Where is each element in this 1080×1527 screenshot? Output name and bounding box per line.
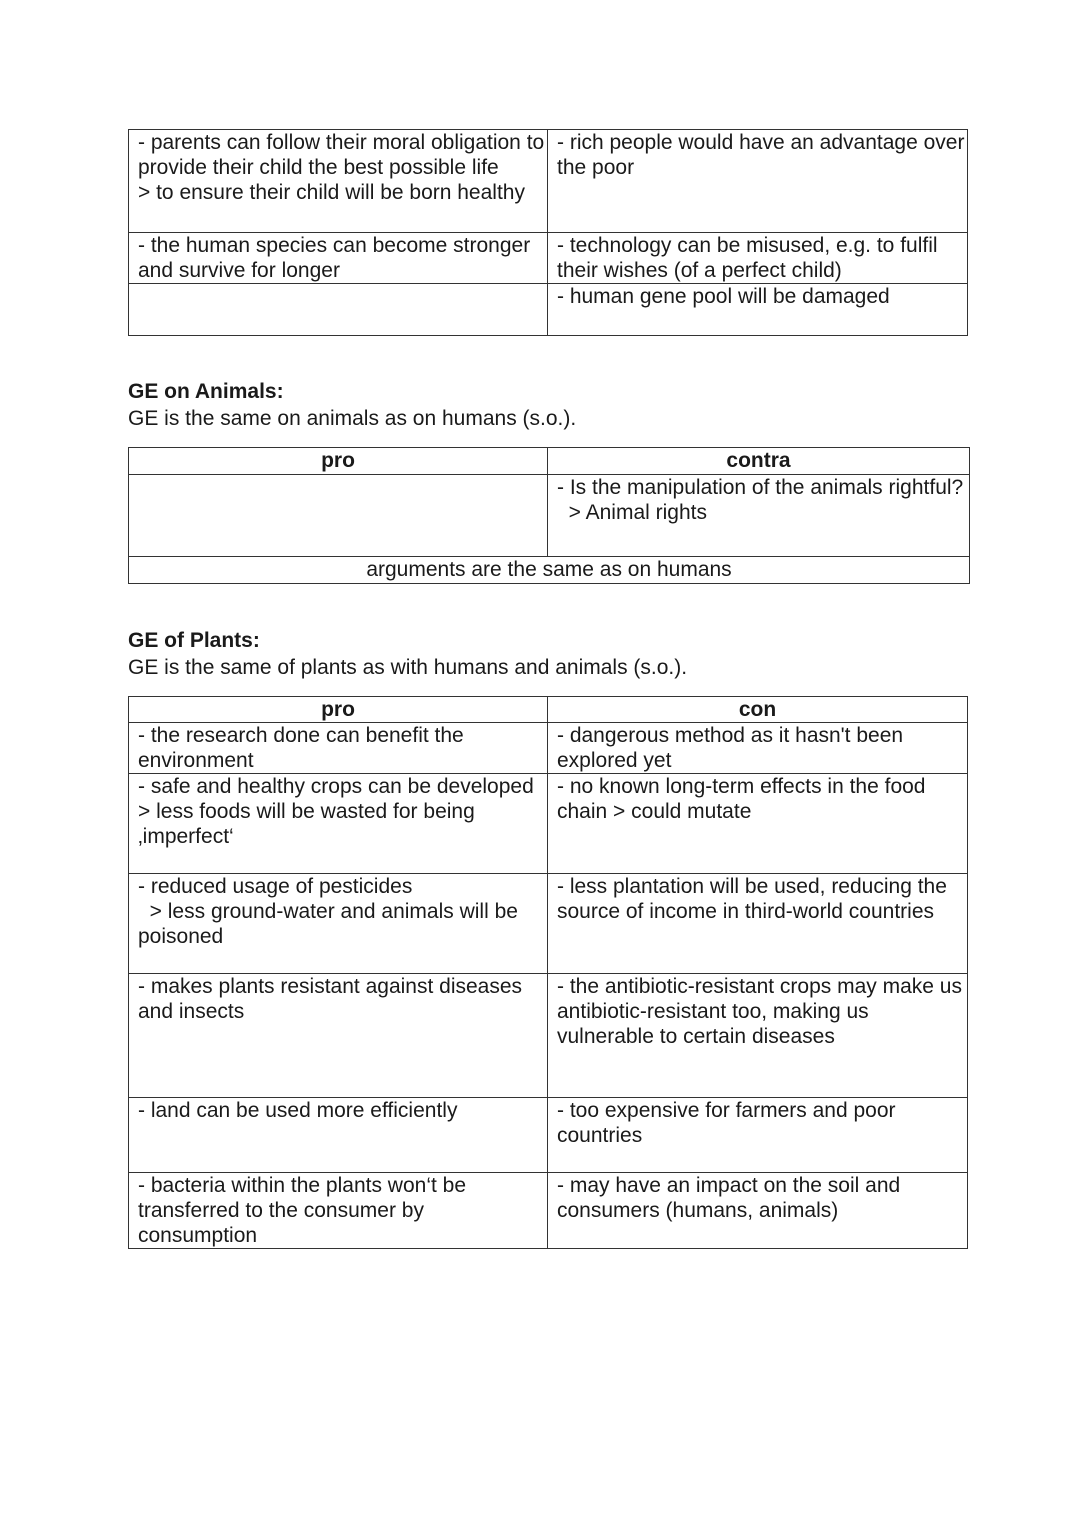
table-row (129, 130, 968, 233)
pro-cell: - makes plants resistant against diseases and insects (129, 974, 548, 1098)
table-row (129, 874, 968, 974)
table-row (129, 557, 970, 584)
plants-intro: GE is the same of plants as with humans and animals (s.o.). (128, 656, 688, 679)
con-cell: - too expensive for farmers and poor countries (548, 1098, 968, 1173)
plants-pro-con-table (128, 696, 968, 1249)
pro-cell: - bacteria within the plants won‘t be transferred to the consumer by consumption (129, 1173, 548, 1249)
contra-cell: - technology can be misused, e.g. to fulfil their wishes (of a perfect child) (548, 233, 968, 284)
table-row (129, 284, 968, 336)
animals-intro: GE is the same on animals as on humans (s.o.). (128, 407, 577, 430)
contra-cell: - Is the manipulation of the animals rightful? > Animal rights (548, 475, 970, 557)
column-header-pro: pro (129, 697, 548, 723)
con-cell: - less plantation will be used, reducing the source of income in third-world countries (548, 874, 968, 974)
pro-cell: - land can be used more efficiently (129, 1098, 548, 1173)
contra-cell: - rich people would have an advantage over the poor (548, 130, 968, 233)
table-row (129, 723, 968, 774)
table-row (129, 475, 970, 557)
pro-cell: - safe and healthy crops can be developed > less foods will be wasted for being ‚imperfect‘ (129, 774, 548, 874)
merged-note-cell: arguments are the same as on humans (129, 557, 970, 584)
column-header-con: con (548, 697, 968, 723)
pro-cell (129, 284, 548, 336)
pro-cell: - reduced usage of pesticides > less ground-water and animals will be poisoned (129, 874, 548, 974)
table-header-row (129, 697, 968, 723)
animals-pro-contra-table (128, 447, 970, 584)
pro-cell: - the research done can benefit the environment (129, 723, 548, 774)
table-row (129, 1173, 968, 1249)
con-cell: - the antibiotic-resistant crops may make us antibiotic-resistant too, making us vulnerable to certain diseases (548, 974, 968, 1098)
contra-cell: - human gene pool will be damaged (548, 284, 968, 336)
pro-cell: - the human species can become stronger and survive for longer (129, 233, 548, 284)
table-header-row (129, 448, 970, 475)
column-header-pro: pro (129, 448, 548, 475)
table-row (129, 233, 968, 284)
column-header-contra: contra (548, 448, 970, 475)
table-row (129, 1098, 968, 1173)
pro-cell (129, 475, 548, 557)
con-cell: - dangerous method as it hasn't been explored yet (548, 723, 968, 774)
table-row (129, 774, 968, 874)
plants-heading: GE of Plants: (128, 629, 260, 652)
animals-heading: GE on Animals: (128, 380, 284, 403)
table-row (129, 974, 968, 1098)
con-cell: - no known long-term effects in the food chain > could mutate (548, 774, 968, 874)
humans-pro-contra-table (128, 129, 971, 336)
con-cell: - may have an impact on the soil and consumers (humans, animals) (548, 1173, 968, 1249)
pro-cell: - parents can follow their moral obligation to provide their child the best possible life > to ensure their child will be born healthy (129, 130, 548, 233)
